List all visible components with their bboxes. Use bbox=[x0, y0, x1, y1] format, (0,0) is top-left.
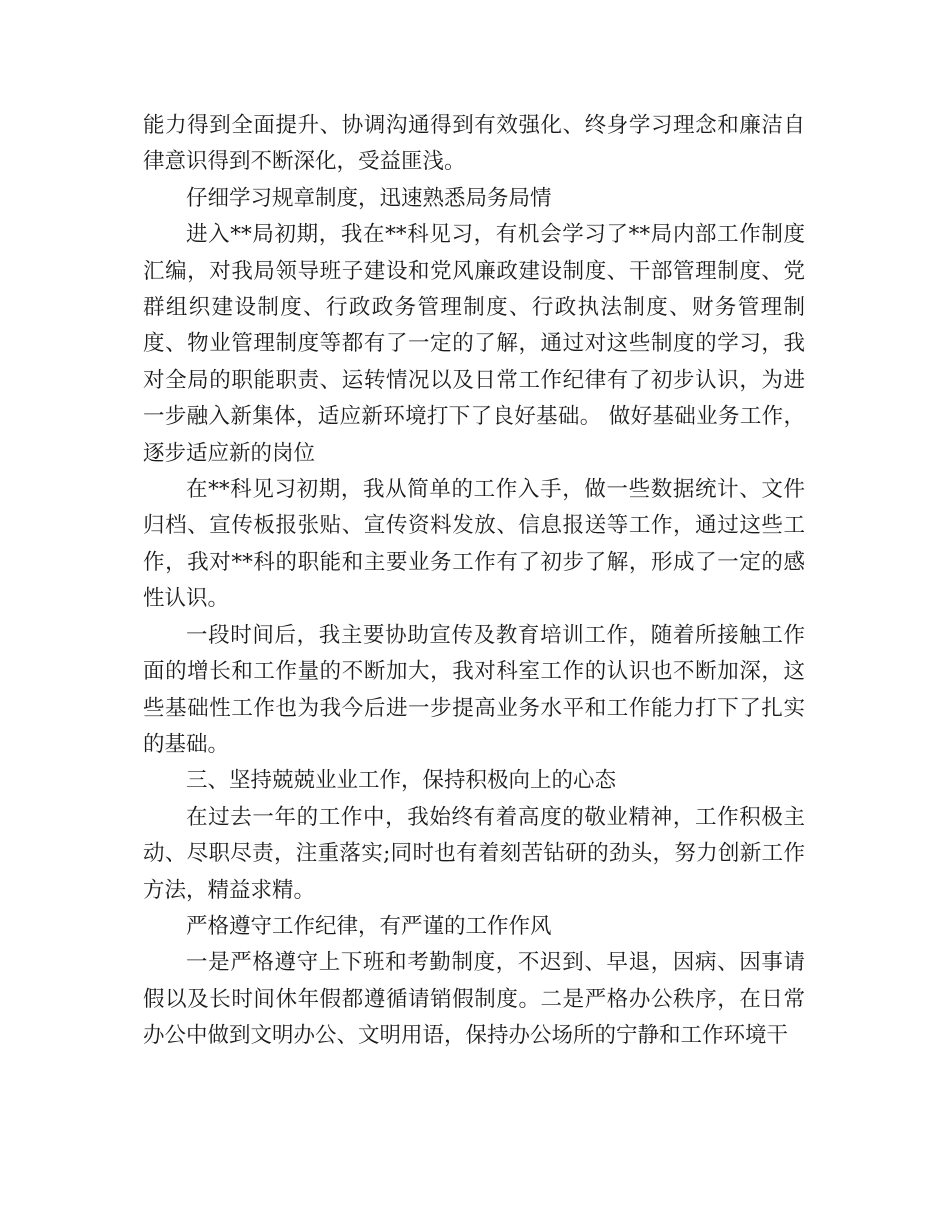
document-body bbox=[143, 108, 805, 1055]
paragraph-9: 一是严格遵守上下班和考勤制度，不迟到、早退，因病、因事请假以及长时间休年假都遵循请销假制度。二是严格办公秩序，在日常办公中做到文明办公、文明用语，保持办公场所的宁静和工作环境干 bbox=[143, 950, 805, 1049]
paragraph-4: 在**科见习初期，我从简单的工作入手，做一些数据统计、文件归档、宣传板报张贴、宣传资料发放、信息报送等工作，通过这些工作，我对**科的职能和主要业务工作有了初步了解，形成了一定的感性认识。 bbox=[143, 477, 805, 612]
paragraph-6: 三、坚持兢兢业业工作，保持积极向上的心态 bbox=[186, 768, 617, 794]
paragraph-2: 仔细学习规章制度，迅速熟悉局务局情 bbox=[186, 185, 552, 211]
paragraph-3: 进入**局初期，我在**科见习，有机会学习了**局内部工作制度汇编，对我局领导班子建设和党风廉政建设制度、干部管理制度、党群组织建设制度、行政政务管理制度、行政执法制度、财务管理制度、物业管理制度等都有了一定的了解，通过对这些制度的学习，我对全局的职能职责、运转情况以及日常工作纪律有了初步认识，为进一步融入新集体，适应新环境打下了良好基础。 做好基础业务工作，逐步适应新的岗位 bbox=[143, 222, 805, 466]
paragraph-7: 在过去一年的工作中，我始终有着高度的敬业精神，工作积极主动、尽职尽责，注重落实;同时也有着刻苦钻研的劲头，努力创新工作方法，精益求精。 bbox=[143, 804, 805, 903]
paragraph-8: 严格遵守工作纪律，有严谨的工作作风 bbox=[186, 913, 552, 939]
paragraph-1: 能力得到全面提升、协调沟通得到有效强化、终身学习理念和廉洁自律意识得到不断深化，受益匪浅。 bbox=[143, 113, 805, 175]
paragraph-5: 一段时间后，我主要协助宣传及教育培训工作，随着所接触工作面的增长和工作量的不断加大，我对科室工作的认识也不断加深，这些基础性工作也为我今后进一步提高业务水平和工作能力打下了扎实的基础。 bbox=[143, 622, 805, 757]
